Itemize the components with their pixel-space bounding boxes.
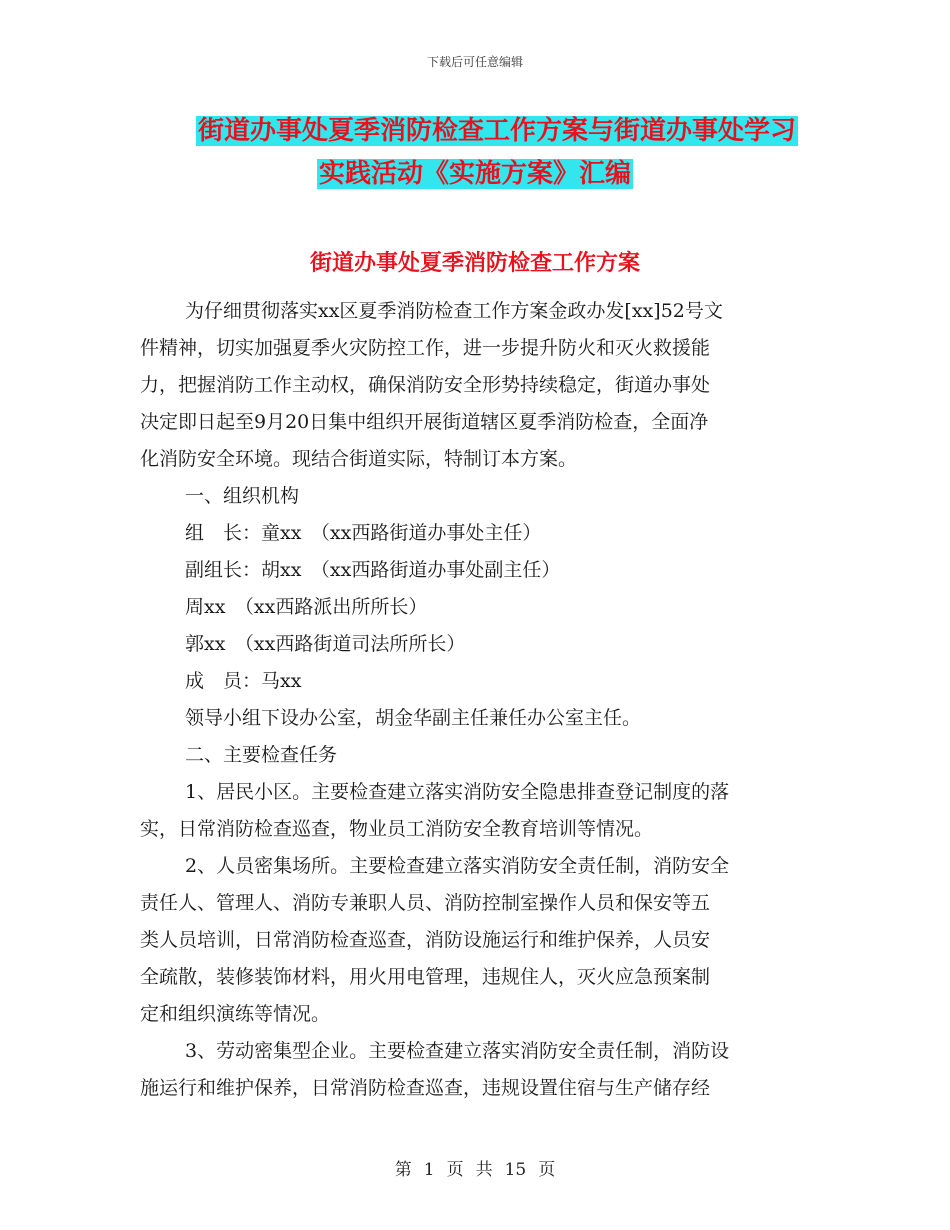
- org-line: 周xx （xx西路派出所所长）: [185, 596, 428, 618]
- document-title-text-1: 街道办事处夏季消防检查工作方案与街道办事处学习: [197, 116, 796, 146]
- body-content: [140, 293, 810, 1107]
- task-line: 责任人、管理人、消防专兼职人员、消防控制室操作人员和保安等五: [140, 892, 711, 914]
- section-title: 街道办事处夏季消防检查工作方案: [309, 251, 640, 276]
- org-line: 郭xx （xx西路街道司法所所长）: [185, 633, 466, 655]
- task-line: 3、劳动密集型企业。主要检查建立落实消防安全责任制，消防设: [185, 1040, 730, 1062]
- document-title-text-2: 实践活动《实施方案》汇编: [318, 159, 631, 189]
- intro-line: 化消防安全环境。现结合街道实际，特制订本方案。: [140, 448, 578, 470]
- footer-total-suffix: 页: [538, 1160, 556, 1180]
- task-line: 2、人员密集场所。主要检查建立落实消防安全责任制，消防安全: [185, 855, 730, 877]
- org-line: 副组长：胡xx （xx西路街道办事处副主任）: [185, 559, 561, 581]
- org-line: 领导小组下设办公室，胡金华副主任兼任办公室主任。: [185, 707, 642, 729]
- page-footer: [0, 1155, 950, 1180]
- org-line: 组 长：童xx （xx西路街道办事处主任）: [185, 522, 542, 544]
- document-title-line-1: [22, 112, 950, 150]
- footer-page-prefix: 第: [394, 1160, 412, 1180]
- heading-tasks: 二、主要检查任务: [185, 744, 338, 766]
- document-title-line-2: [0, 155, 950, 193]
- intro-line: 决定即日起至9月20日集中组织开展街道辖区夏季消防检查，全面净: [140, 411, 709, 433]
- task-line: 全疏散，装修装饰材料，用火用电管理，违规住人，灭火应急预案制: [140, 966, 711, 988]
- footer-total-number: 15: [504, 1160, 527, 1180]
- task-line: 类人员培训，日常消防检查巡查，消防设施运行和维护保养，人员安: [140, 929, 711, 951]
- task-line: 施运行和维护保养，日常消防检查巡查，违规设置住宿与生产储存经: [140, 1077, 711, 1099]
- footer-page-number: 1: [423, 1160, 435, 1180]
- task-line: 实，日常消防检查巡查，物业员工消防安全教育培训等情况。: [140, 818, 654, 840]
- task-line: 1、居民小区。主要检查建立落实消防安全隐患排查登记制度的落: [185, 781, 730, 803]
- org-line: 成 员：马xx: [185, 670, 302, 692]
- intro-line: 力，把握消防工作主动权，确保消防安全形势持续稳定，街道办事处: [140, 374, 711, 396]
- intro-line: 件精神，切实加强夏季火灾防控工作，进一步提升防火和灭火救援能: [140, 337, 711, 359]
- heading-organization: 一、组织机构: [185, 485, 300, 507]
- footer-page-mid: 页: [446, 1160, 464, 1180]
- intro-line: 为仔细贯彻落实xx区夏季消防检查工作方案金政办发[xx]52号文: [185, 300, 723, 322]
- task-line: 定和组织演练等情况。: [140, 1003, 331, 1025]
- header-note: 下载后可任意编辑: [426, 55, 523, 69]
- footer-total-prefix: 共: [475, 1160, 493, 1180]
